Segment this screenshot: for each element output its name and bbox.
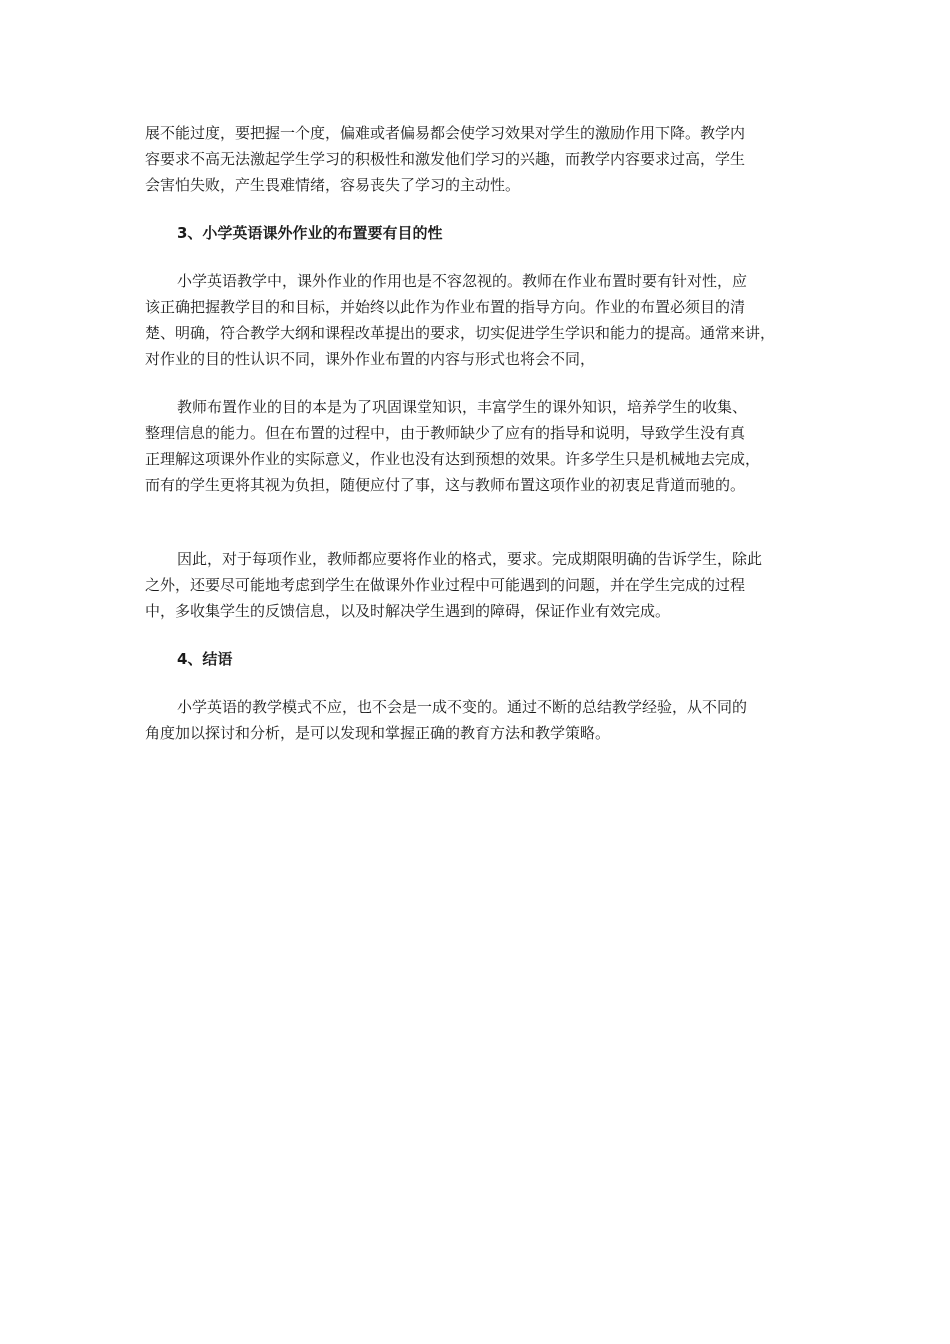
- paragraph-line: 之外，还要尽可能地考虑到学生在做课外作业过程中可能遇到的问题，并在学生完成的过程: [145, 576, 746, 594]
- paragraph-line: 对作业的目的性认识不同，课外作业布置的内容与形式也将会不同，: [145, 350, 596, 368]
- document-page: [145, 120, 817, 746]
- paragraph-line: 容要求不高无法激起学生学习的积极性和激发他们学习的兴趣，而教学内容要求过高，学生: [145, 150, 746, 168]
- paragraph-line: 教师布置作业的目的本是为了巩固课堂知识，丰富学生的课外知识，培养学生的收集、: [177, 398, 748, 416]
- section-heading-3: 3、小学英语课外作业的布置要有目的性: [177, 224, 443, 242]
- paragraph-line: 整理信息的能力。但在布置的过程中，由于教师缺少了应有的指导和说明，导致学生没有真: [145, 424, 746, 442]
- paragraph-line: 中，多收集学生的反馈信息，以及时解决学生遇到的障碍，保证作业有效完成。: [145, 602, 671, 620]
- section-heading-4: 4、结语: [177, 650, 233, 668]
- paragraph-line: 小学英语教学中，课外作业的作用也是不容忽视的。教师在作业布置时要有针对性，应: [177, 272, 748, 290]
- paragraph-line: 楚、明确，符合教学大纲和课程改革提出的要求，切实促进学生学识和能力的提高。通常来讲，: [145, 324, 776, 342]
- paragraph-3: [145, 394, 817, 498]
- paragraph-line: 角度加以探讨和分析，是可以发现和掌握正确的教育方法和教学策略。: [145, 724, 611, 742]
- paragraph-line: 小学英语的教学模式不应，也不会是一成不变的。通过不断的总结教学经验，从不同的: [177, 698, 748, 716]
- paragraph-4: [145, 546, 817, 624]
- paragraph-line: 展不能过度，要把握一个度，偏难或者偏易都会使学习效果对学生的激励作用下降。教学内: [145, 124, 746, 142]
- paragraph-line: 而有的学生更将其视为负担，随便应付了事，这与教师布置这项作业的初衷足背道而驰的。: [145, 476, 746, 494]
- paragraph-line: 该正确把握教学目的和目标，并始终以此作为作业布置的指导方向。作业的布置必须目的清: [145, 298, 746, 316]
- paragraph-5: [145, 694, 817, 746]
- paragraph-1: [145, 120, 817, 198]
- paragraph-2: [145, 268, 817, 372]
- paragraph-line: 正理解这项课外作业的实际意义，作业也没有达到预想的效果。许多学生只是机械地去完成，: [145, 450, 761, 468]
- paragraph-line: 会害怕失败，产生畏难情绪，容易丧失了学习的主动性。: [145, 176, 521, 194]
- paragraph-line: 因此，对于每项作业，教师都应要将作业的格式，要求。完成期限明确的告诉学生，除此: [177, 550, 763, 568]
